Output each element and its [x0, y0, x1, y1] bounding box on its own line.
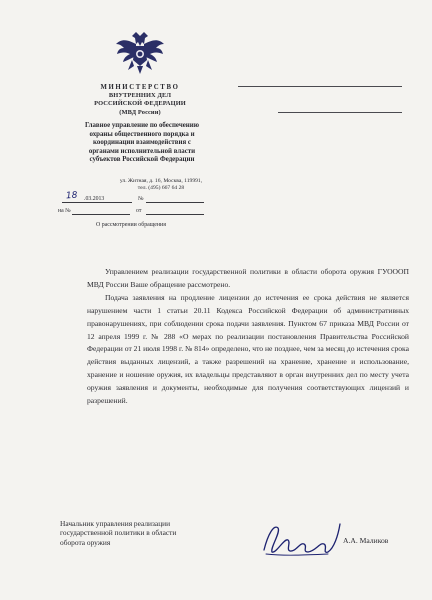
- addressee-line-top: [238, 86, 402, 87]
- letter-subject: О рассмотрении обращения: [96, 222, 166, 228]
- address-line: ул. Житная, д. 16, Москва, 119991,: [119, 178, 203, 184]
- signer-title-line: Начальник управления реализации: [60, 519, 171, 528]
- signer-title-line: государственной политики в области: [60, 528, 177, 538]
- department-line: охраны общественного порядка и: [89, 130, 195, 138]
- department-line: координации взаимодействия с: [93, 139, 191, 147]
- handwritten-date: 18: [65, 190, 78, 202]
- ref-from-label: от: [136, 208, 142, 214]
- handwritten-signature-icon: [254, 514, 344, 564]
- signer-title-line: оборота оружия: [60, 537, 111, 547]
- number-underline: [146, 202, 204, 203]
- date-underline: [62, 202, 132, 203]
- ref-number-underline: [72, 214, 130, 215]
- ref-label: на №: [58, 208, 71, 214]
- signer-title: [60, 519, 240, 547]
- ministry-line: ВНУТРЕННИХ ДЕЛ: [108, 92, 172, 100]
- addressee-line-bottom: [278, 112, 402, 113]
- address-line: тел. (495) 667 64 28: [137, 185, 185, 192]
- number-label: №: [138, 196, 144, 202]
- department-name: [66, 122, 218, 165]
- ministry-name: [60, 84, 220, 117]
- department-line: органами исполнительной власти: [88, 147, 196, 155]
- ministry-line: (МВД России): [119, 108, 161, 116]
- department-line: Главное управление по обеспечению: [85, 122, 199, 129]
- body-paragraph: Управлением реализации государственной политики в области оборота оружия ГУОООП МВД России Ваше обращение рассмотрено.: [87, 267, 409, 289]
- letter-body: [87, 266, 409, 408]
- department-line: субъектов Российской Федерации: [89, 156, 195, 164]
- department-address: [90, 178, 232, 193]
- ministry-line: РОССИЙСКОЙ ФЕДЕРАЦИИ: [94, 100, 186, 108]
- ministry-line: МИНИСТЕРСТВО: [100, 84, 180, 91]
- ref-date-underline: [146, 214, 204, 215]
- eagle-emblem-icon: [114, 30, 166, 78]
- signer-name: А.А. Маликов: [343, 536, 389, 545]
- body-paragraph: Подача заявления на продление лицензии до истечения ее срока действия не является нарушением части 1 статьи 20.11 Кодекса Российской Федерации об административных правонарушениях, при соблюдении срока подачи заявления. Пунктом 67 приказа МВД России от 12 апреля 1999 г. № 288 «О мерах по реализации постановления Правительства Российской Федерации от 21 июля 1998 г. № 814» определено, что не позднее, чем за месяц до истечения срока действия выданных лицензий, а также разрешений на хранение, хранение и использование, хранение и ношение оружия, их владельцы представляют в орган внутренних дел по месту учета оружия заявления и документы, необходимые для получения соответствующих лицензий и разрешений.: [87, 292, 409, 406]
- printed-date: .03.2013: [84, 196, 105, 202]
